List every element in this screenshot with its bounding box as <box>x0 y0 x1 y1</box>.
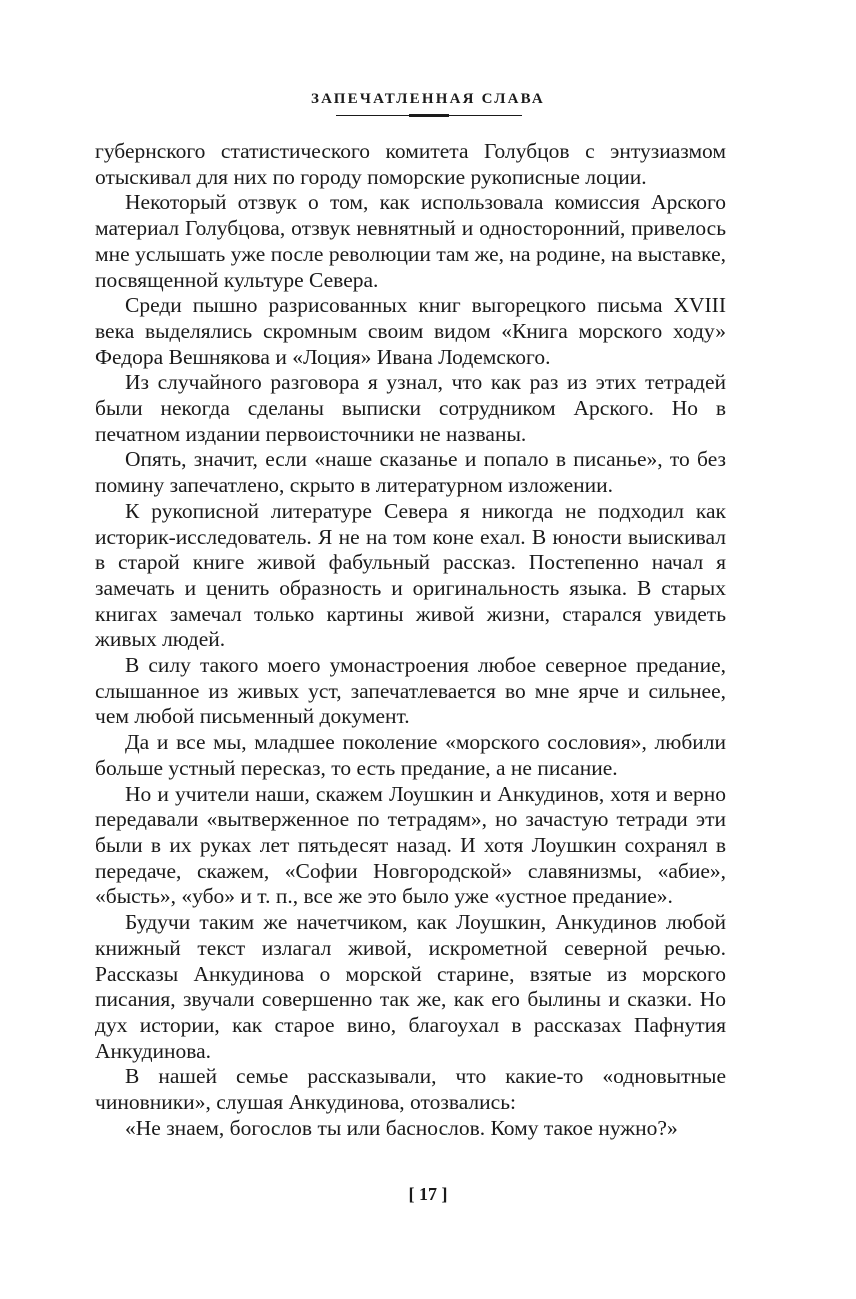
running-head-title: ЗАПЕЧАТЛЕННАЯ СЛАВА <box>311 91 545 107</box>
paragraph-11: В нашей семье рассказывали, что какие-то «одновытные чиновники», слушая Анкудинова, отозвались: <box>95 1064 726 1115</box>
paragraph-9: Но и учители наши, скажем Лоушкин и Анкудинов, хотя и верно передавали «вытверженное по тетрадям», но зачастую тетради эти были в их руках лет пятьдесят назад. И хотя Лоушкин сохранял в передаче, скажем, «Софии Новгородской» славянизмы, «абие», «бысть», «убо» и т. п., все же это было уже «устное предание». <box>95 781 726 909</box>
paragraph-7: В силу такого моего умонастроения любое северное предание, слышанное из живых уст, запечатлевается во мне ярче и сильнее, чем любой письменный документ. <box>95 653 726 729</box>
paragraph-8: Да и все мы, младшее поколение «морского сословия», любили больше устный пересказ, то есть предание, а не писание. <box>95 730 726 780</box>
paragraph-1: губернского статистического комитета Голубцов с энтузиазмом отыскивал для них по городу поморские рукописные лоции. <box>95 139 726 189</box>
body-text <box>95 139 726 1141</box>
paragraph-4: Из случайного разговора я узнал, что как раз из этих тетрадей были некогда сделаны выписки сотрудником Арского. Но в печатном издании первоисточники не названы. <box>95 370 726 446</box>
page-number: [ 17 ] <box>408 1184 448 1204</box>
paragraph-10: Будучи таким же начетчиком, как Лоушкин, Анкудинов любой книжный текст излагал живой, искрометной северной речью. Рассказы Анкудинова о морской старине, взятые из морского писания, звучали совершенно так же, как его былины и сказки. Но дух истории, как старое вино, благоухал в рассказах Пафнутия Анкудинова. <box>95 910 726 1063</box>
paragraph-2: Некоторый отзвук о том, как использовала комиссия Арского материал Голубцова, отзвук невнятный и односторонний, привелось мне услышать уже после революции там же, на родине, на выставке, посвященной культуре Севера. <box>95 190 726 292</box>
paragraph-12: «Не знаем, богослов ты или баснослов. Кому такое нужно?» <box>125 1115 678 1140</box>
header-rule <box>336 115 522 116</box>
paragraph-6: К рукописной литературе Севера я никогда не подходил как историк-исследователь. Я не на том коне ехал. В юности выискивал в старой книге живой фабульный рассказ. Постепенно начал я замечать и ценить образность и оригинальность языка. В старых книгах замечал только картины живой жизни, старался увидеть живых людей. <box>95 498 726 652</box>
paragraph-5: Опять, значит, если «наше сказанье и попало в писанье», то без помину запечатлено, скрыто в литературном изложении. <box>95 447 726 498</box>
paragraph-3: Среди пышно разрисованных книг выгорецкого письма XVIII века выделялись скромным своим видом «Книга морского ходу» Федора Вешнякова и «Лоция» Ивана Лодемского. <box>95 293 726 369</box>
